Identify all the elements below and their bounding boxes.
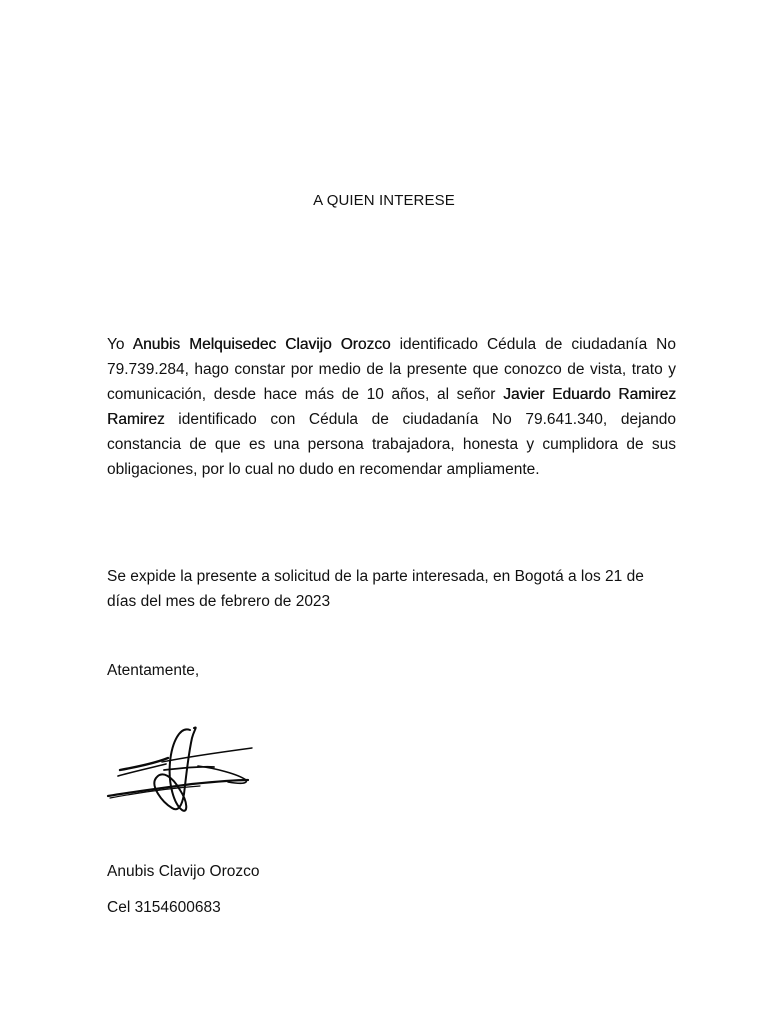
subject-name: Javier Eduardo Ramirez Ramirez: [107, 386, 676, 428]
paragraph-suffix: identificado con Cédula de ciudadanía No 79.641.340, dejando constancia de que es una persona trabajadora, honesta y cumplidora de sus obligaciones, por lo cual no dudo en recomendar ampliamente.: [107, 411, 676, 478]
signature-stroke-long-bar: [162, 748, 252, 762]
signer-name: Anubis Clavijo Orozco: [107, 863, 260, 880]
issuance-paragraph: Se expide la presente a solicitud de la parte interesada, en Bogotá a los 21 de días del mes de febrero de 2023: [107, 568, 644, 610]
paragraph-prefix: Yo: [107, 336, 133, 353]
paragraph-middle: identificado Cédula de ciudadanía No 79.739.284, hago constar por medio de la presente que conozco de vista, trato y comunicación, desde hace más de 10 años, al señor: [107, 336, 676, 403]
handwritten-signature: [102, 722, 258, 822]
signature-stroke-top-bar: [120, 758, 168, 770]
declarant-name: Anubis Melquisedec Clavijo Orozco: [132, 336, 391, 353]
document-title: A QUIEN INTERESE: [313, 192, 455, 209]
signer-phone: Cel 3154600683: [107, 899, 221, 916]
certification-paragraph: [107, 332, 676, 482]
closing-salutation: Atentamente,: [107, 662, 200, 679]
